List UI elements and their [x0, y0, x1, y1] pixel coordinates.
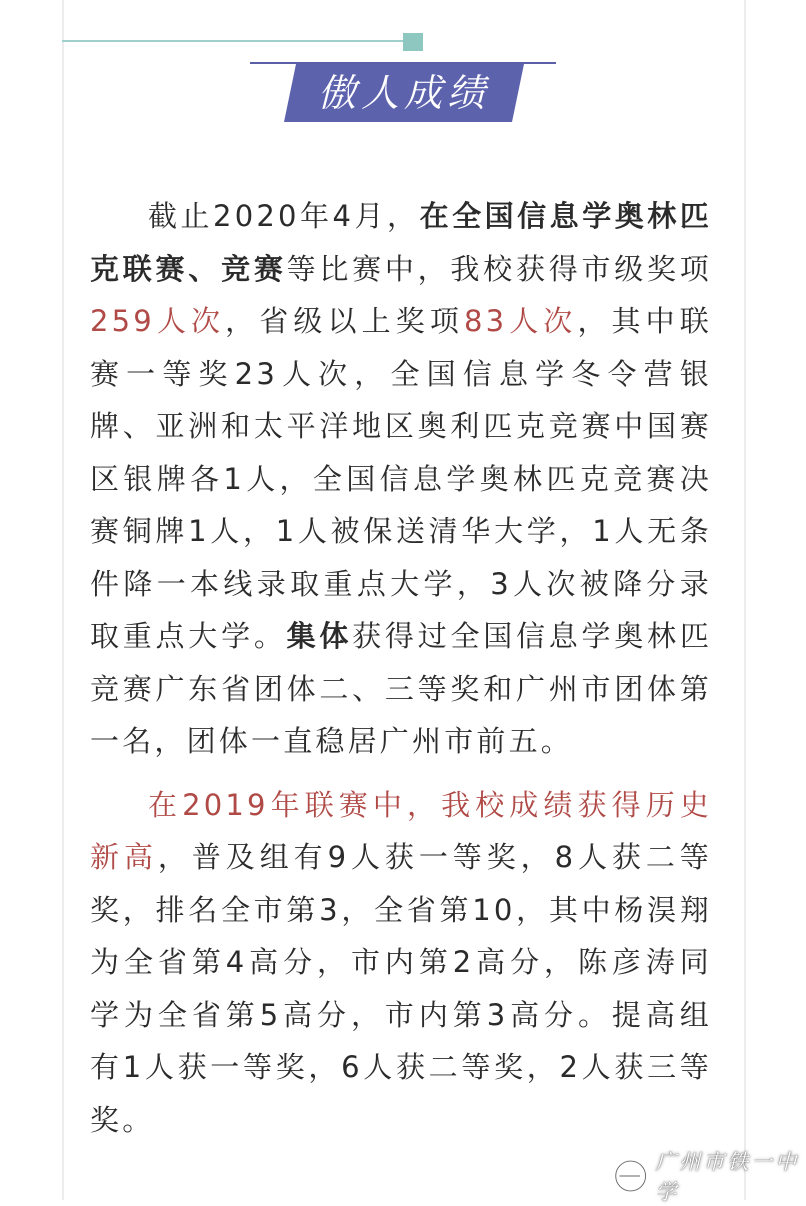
decorative-square: [403, 33, 423, 51]
bold-competition: 竞赛: [221, 251, 287, 286]
highlight-2019-record: 在2019年联赛中，我校成绩获得历史新高: [90, 787, 712, 874]
paragraph-achievements: [90, 190, 712, 768]
page-frame-right: [744, 0, 746, 1200]
bold-competition-name: 在全国信息学奥林匹克联赛: [90, 199, 712, 286]
paragraph-2019-results: [90, 779, 712, 1147]
decorative-top-rule: [62, 40, 410, 42]
text-span: ，普及组有9人获一等奖，8人获二等奖，排名全市第3，全省第10，其中杨淏翔为全省第4高分，市内第2高分，陈彦涛同学为全省第5高分，市内第3高分。提高组有1人获一等奖，6人获二等奖，2人获三等奖。: [90, 840, 712, 1137]
watermark-text: 广州市铁一中学: [655, 1150, 800, 1204]
text-span: ，其中联赛一等奖23人次，全国信息学冬令营银牌、亚洲和太平洋地区奥利匹克竞赛中国赛区银牌各1人，全国信息学奥林匹克竞赛决赛铜牌1人，1人被保送清华大学，1人无条件降一本线录取重点大学，3人次被降分录取重点大学。: [90, 304, 712, 653]
bold-separator: 、: [188, 251, 222, 286]
text-span: 获得过全国信息学奥林匹竞赛广东省团体二、三等奖和广州市团体第一名，团体一直稳居广州市前五。: [90, 619, 713, 758]
section-title: 傲人成绩: [317, 71, 490, 115]
bold-collective: 集体: [286, 619, 353, 653]
page-frame-left: [62, 0, 64, 1200]
text-span: 等比赛中，我校获得市级奖项: [286, 251, 712, 286]
text-span: 截止2020年4月，: [148, 199, 420, 233]
school-logo-icon: [612, 1156, 649, 1196]
watermark: [612, 1150, 806, 1204]
highlight-city-awards: 259人次: [90, 304, 226, 338]
text-span: ，省级以上奖项: [225, 304, 464, 338]
article-content: [90, 190, 712, 1146]
highlight-province-awards: 83人次: [463, 304, 578, 338]
